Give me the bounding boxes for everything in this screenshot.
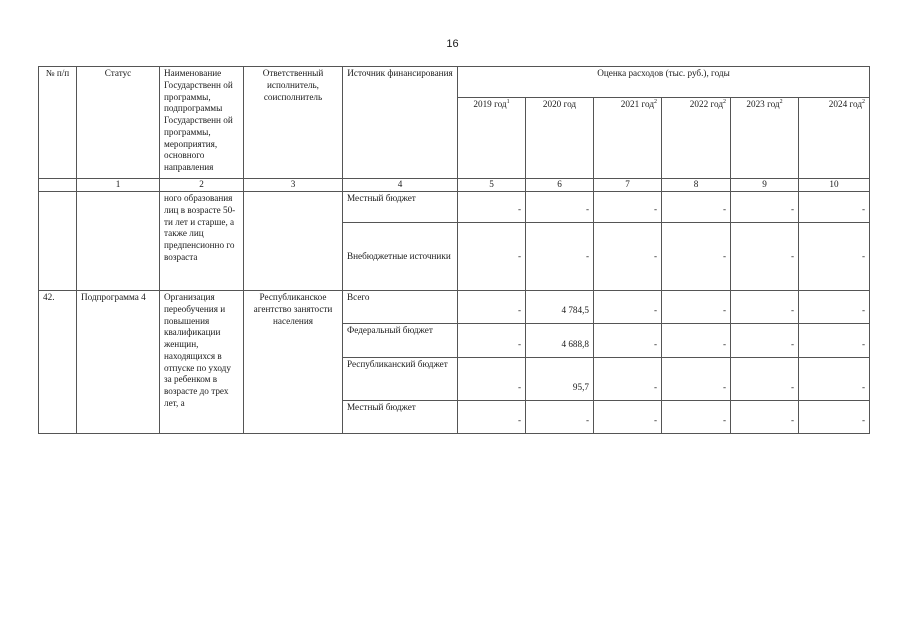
col-number: 4 bbox=[343, 179, 458, 192]
cell-source: Местный бюджет bbox=[343, 192, 458, 223]
cell-value: - bbox=[662, 223, 731, 291]
cell-value: - bbox=[594, 291, 662, 324]
header-responsible: Ответственный исполнитель, соисполнитель bbox=[244, 67, 343, 179]
column-number-row bbox=[39, 179, 870, 192]
year-header: 2019 год$^1$ bbox=[458, 98, 526, 179]
cell-value: - bbox=[458, 324, 526, 358]
header-num: № п/п bbox=[39, 67, 77, 179]
col-number: 10 bbox=[799, 179, 870, 192]
cell-value: - bbox=[731, 324, 799, 358]
cell-value: 4 688,8 bbox=[526, 324, 594, 358]
cell-value: - bbox=[458, 291, 526, 324]
header-costs: Оценка расходов (тыс. руб.), годы bbox=[458, 67, 870, 98]
col-number: 8 bbox=[662, 179, 731, 192]
cell-value: - bbox=[458, 358, 526, 401]
cell-value: - bbox=[662, 358, 731, 401]
cell-value: - bbox=[526, 401, 594, 434]
header-source: Источник финансирования bbox=[343, 67, 458, 179]
cell-value: - bbox=[731, 358, 799, 401]
col-number: 5 bbox=[458, 179, 526, 192]
header-status: Статус bbox=[77, 67, 160, 179]
cell-value: - bbox=[594, 324, 662, 358]
cell-responsible: Республиканское агентство занятости населения bbox=[244, 291, 343, 434]
cell-value: - bbox=[594, 192, 662, 223]
cell-value: - bbox=[526, 192, 594, 223]
cell-value: - bbox=[662, 291, 731, 324]
year-header: 2024 год$^2$ bbox=[799, 98, 870, 179]
col-number: 2 bbox=[160, 179, 244, 192]
cell-value: - bbox=[458, 223, 526, 291]
cell-value: - bbox=[799, 291, 870, 324]
cell-num: 42. bbox=[39, 291, 77, 434]
col-number: 9 bbox=[731, 179, 799, 192]
cell-value: 4 784,5 bbox=[526, 291, 594, 324]
cell-value: - bbox=[799, 324, 870, 358]
cell-source: Внебюджетные источники bbox=[343, 223, 458, 291]
cell-value: - bbox=[662, 192, 731, 223]
year-header: 2021 год$^2$ bbox=[594, 98, 662, 179]
year-header: 2022 год$^2$ bbox=[662, 98, 731, 179]
year-header: 2023 год$^2$ bbox=[731, 98, 799, 179]
cell-value: 95,7 bbox=[526, 358, 594, 401]
col-number: 7 bbox=[594, 179, 662, 192]
budget-table bbox=[38, 66, 870, 434]
cell-value: - bbox=[594, 401, 662, 434]
col-number: 1 bbox=[77, 179, 160, 192]
cell-value: - bbox=[799, 223, 870, 291]
cell-num bbox=[39, 192, 77, 291]
cell-value: - bbox=[731, 223, 799, 291]
cell-source: Местный бюджет bbox=[343, 401, 458, 434]
table-row bbox=[39, 291, 870, 324]
cell-value: - bbox=[799, 401, 870, 434]
cell-source: Федеральный бюджет bbox=[343, 324, 458, 358]
cell-value: - bbox=[731, 401, 799, 434]
cell-value: - bbox=[799, 192, 870, 223]
cell-source: Всего bbox=[343, 291, 458, 324]
cell-responsible bbox=[244, 192, 343, 291]
cell-value: - bbox=[458, 401, 526, 434]
cell-value: - bbox=[731, 291, 799, 324]
cell-value: - bbox=[662, 324, 731, 358]
cell-status bbox=[77, 192, 160, 291]
cell-value: - bbox=[662, 401, 731, 434]
cell-source: Республиканский бюджет bbox=[343, 358, 458, 401]
cell-value: - bbox=[458, 192, 526, 223]
cell-value: - bbox=[731, 192, 799, 223]
col-number: 6 bbox=[526, 179, 594, 192]
table-row bbox=[39, 192, 870, 223]
header-name: Наименование Государственн ой программы, подпрограммы Государственн ой программы, мероприятия, основного направления bbox=[160, 67, 244, 179]
cell-status: Подпрограмма 4 bbox=[77, 291, 160, 434]
col-number: 3 bbox=[244, 179, 343, 192]
cell-value: - bbox=[799, 358, 870, 401]
cell-name: Организация переобучения и повышения квалификации женщин, находящихся в отпуске по уходу за ребенком в возрасте до трех лет, а bbox=[160, 291, 244, 434]
cell-value: - bbox=[526, 223, 594, 291]
cell-value: - bbox=[594, 358, 662, 401]
cell-name: ного образования лиц в возрасте 50-ти лет и старше, а также лиц предпенсионно го возраста bbox=[160, 192, 244, 291]
col-number bbox=[39, 179, 77, 192]
page-number: 16 bbox=[446, 38, 459, 50]
year-header: 2020 год bbox=[526, 98, 594, 179]
cell-value: - bbox=[594, 223, 662, 291]
